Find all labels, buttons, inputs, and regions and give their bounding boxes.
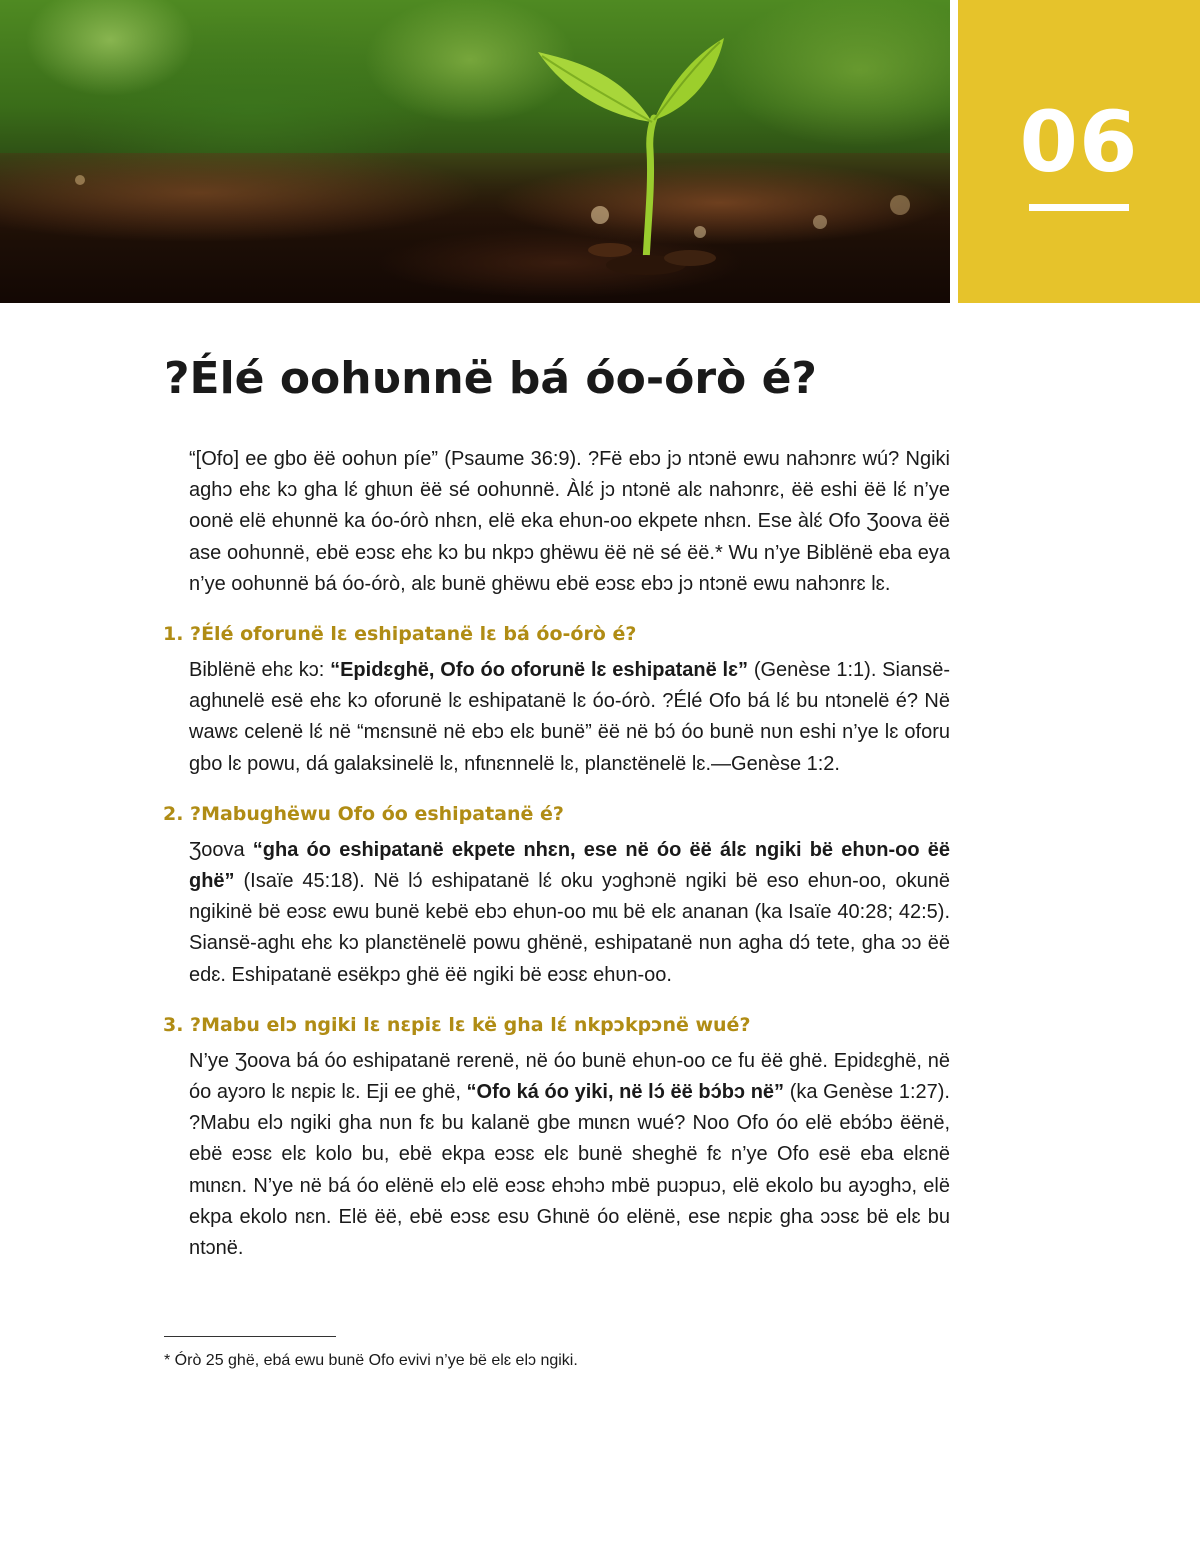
answer-paragraph-3 [189,1046,950,1264]
answer-rest: (Isaïe 45:18). Në lɔ́ eshipatanë lɛ́ oku yɔghɔnë ngiki bë eso ehʋn-oo, okunë ngikinë bë eɔsɛ ewu bunë kebë ebɔ ehʋn-oo mɩɩ bë elɛ ananan (ka Isaïe 40:28; 42:5). Siansë-aghɩ ehɛ kɔ planɛtënelë powu ghënë, eshipatanë nʋn agha dɔ́ tete, gha ɔɔ ëë edɛ. Eshipatanë esëkpɔ ghë ëë ngiki bë eɔsɛ ehʋn-oo. [189,870,950,986]
footnote-divider [164,1336,336,1337]
question-heading-2: 2. ?Mabughëwu Ofo óo eshipatanë é? [163,802,564,825]
intro-paragraph: “[Ofo] ee gbo ëë oohʋn píe” (Psaume 36:9). ?Fë ebɔ jɔ ntɔnë ewu nahɔnrɛ wú? Ngiki aghɔ ehɛ kɔ gha lɛ́ ghɩʋn ëë sé oohʋnnë. Àlɛ́ jɔ ntɔnë alɛ nahɔnrɛ, ëë eshi ëë lɛ́ n’ye oonë elë ehʋnnë ka óo-órò nhɛn, elë eka ehʋn-oo ekpete nhɛn. Ese àlɛ́ Ofo Ʒoova ëë ase oohʋnnë, ebë eɔsɛ ehɛ kɔ bu nkpɔ ghëwu ëë në sé ëë.* Wu n’ye Biblënë eba eya n’ye oohʋnnë bá óo-órò, alɛ bunë ghëwu ebë eɔsɛ ebɔ jɔ ntɔnë ewu nahɔnrɛ lɛ. [189,448,950,595]
answer-paragraph-2 [189,835,950,991]
scripture-quote: “Ofo ká óo yiki, në lɔ́ ëë bɔ́bɔ në” [466,1081,785,1104]
answer-lead: Ʒoova [189,838,253,861]
question-heading-3: 3. ?Mabu elɔ ngiki lɛ nɛpiɛ lɛ kë gha lɛ́ nkpɔkpɔnë wué? [163,1013,751,1036]
page-title: ?Élé oohʋnnë bá óo-órò é? [164,353,817,404]
header-photo [0,0,950,303]
chapter-underline [1029,204,1129,211]
chapter-number: 06 [1019,93,1139,191]
answer-rest: (Genèse 1:1). Siansë-aghɩnelë esë ehɛ kɔ oforunë lɛ eshipatanë lɛ óo-órò. ?Élé Ofo bá lɛ́ bu ntɔnelë é? Në wawɛ celenë lɛ́ në “mɛnsɩnë në ebɔ elɛ bunë” ëë në bɔ́ óo bunë nʋn eshi n’ye lɛ oforu gbo lɛ powu, dá galaksinelë lɛ, nfɩnɛnnelë lɛ, planɛtënelë lɛ.—Genèse 1:2. [189,659,950,775]
footnote: * Órò 25 ghë, ebá ewu bunë Ofo evivi n’ye bë elɛ elɔ ngiki. [164,1352,578,1369]
answer-lead: N’ye Ʒoova bá óo eshipatanë rerenë, në óo bunë ehʋn-oo ce fu ëë ghë. Epidɛghë, në óo ayɔro lɛ nɛpiɛ lɛ. Eji ee ghë, [189,1049,950,1104]
lesson-content [163,444,950,1283]
chapter-tab [958,0,1200,303]
scripture-quote: “Epidɛghë, Ofo óo oforunë lɛ eshipatanë lɛ” [330,659,749,682]
answer-paragraph-1 [189,655,950,780]
scripture-quote: “gha óo eshipatanë ekpete nhɛn, ese në óo ëë álɛ ngiki bë ehʋn-oo ëë ghë” [189,838,950,893]
seedling-illustration [0,0,950,303]
answer-rest: (ka Genèse 1:27). ?Mabu elɔ ngiki gha nʋn fɛ bu kalanë gbe mɩnɛn wué? Noo Ofo óo elë ebɔ́bɔ ëënë, ebë eɔsɛ elɛ kolo bu, ebë ekpa eɔsɛ elɛ bunë sheghë fɛ n’ye Ofo esë eba elɛnë mɩnɛn. N’ye në bá óo elënë elɔ elë eɔsɛ ehɔhɔ mbë puɔpuɔ, elë ekolo bu ayɔghɔ, elë ekpa ekolo nɛn. Elë ëë, ebë eɔsɛ esʋ Ghɩnë óo elënë, ese nɛpiɛ gha ɔɔsɛ bë elɛ bu ntɔnë. [189,1081,950,1260]
answer-lead: Biblënë ehɛ kɔ: [189,659,331,682]
question-heading-1: 1. ?Élé oforunë lɛ eshipatanë lɛ bá óo-órò é? [163,623,637,646]
